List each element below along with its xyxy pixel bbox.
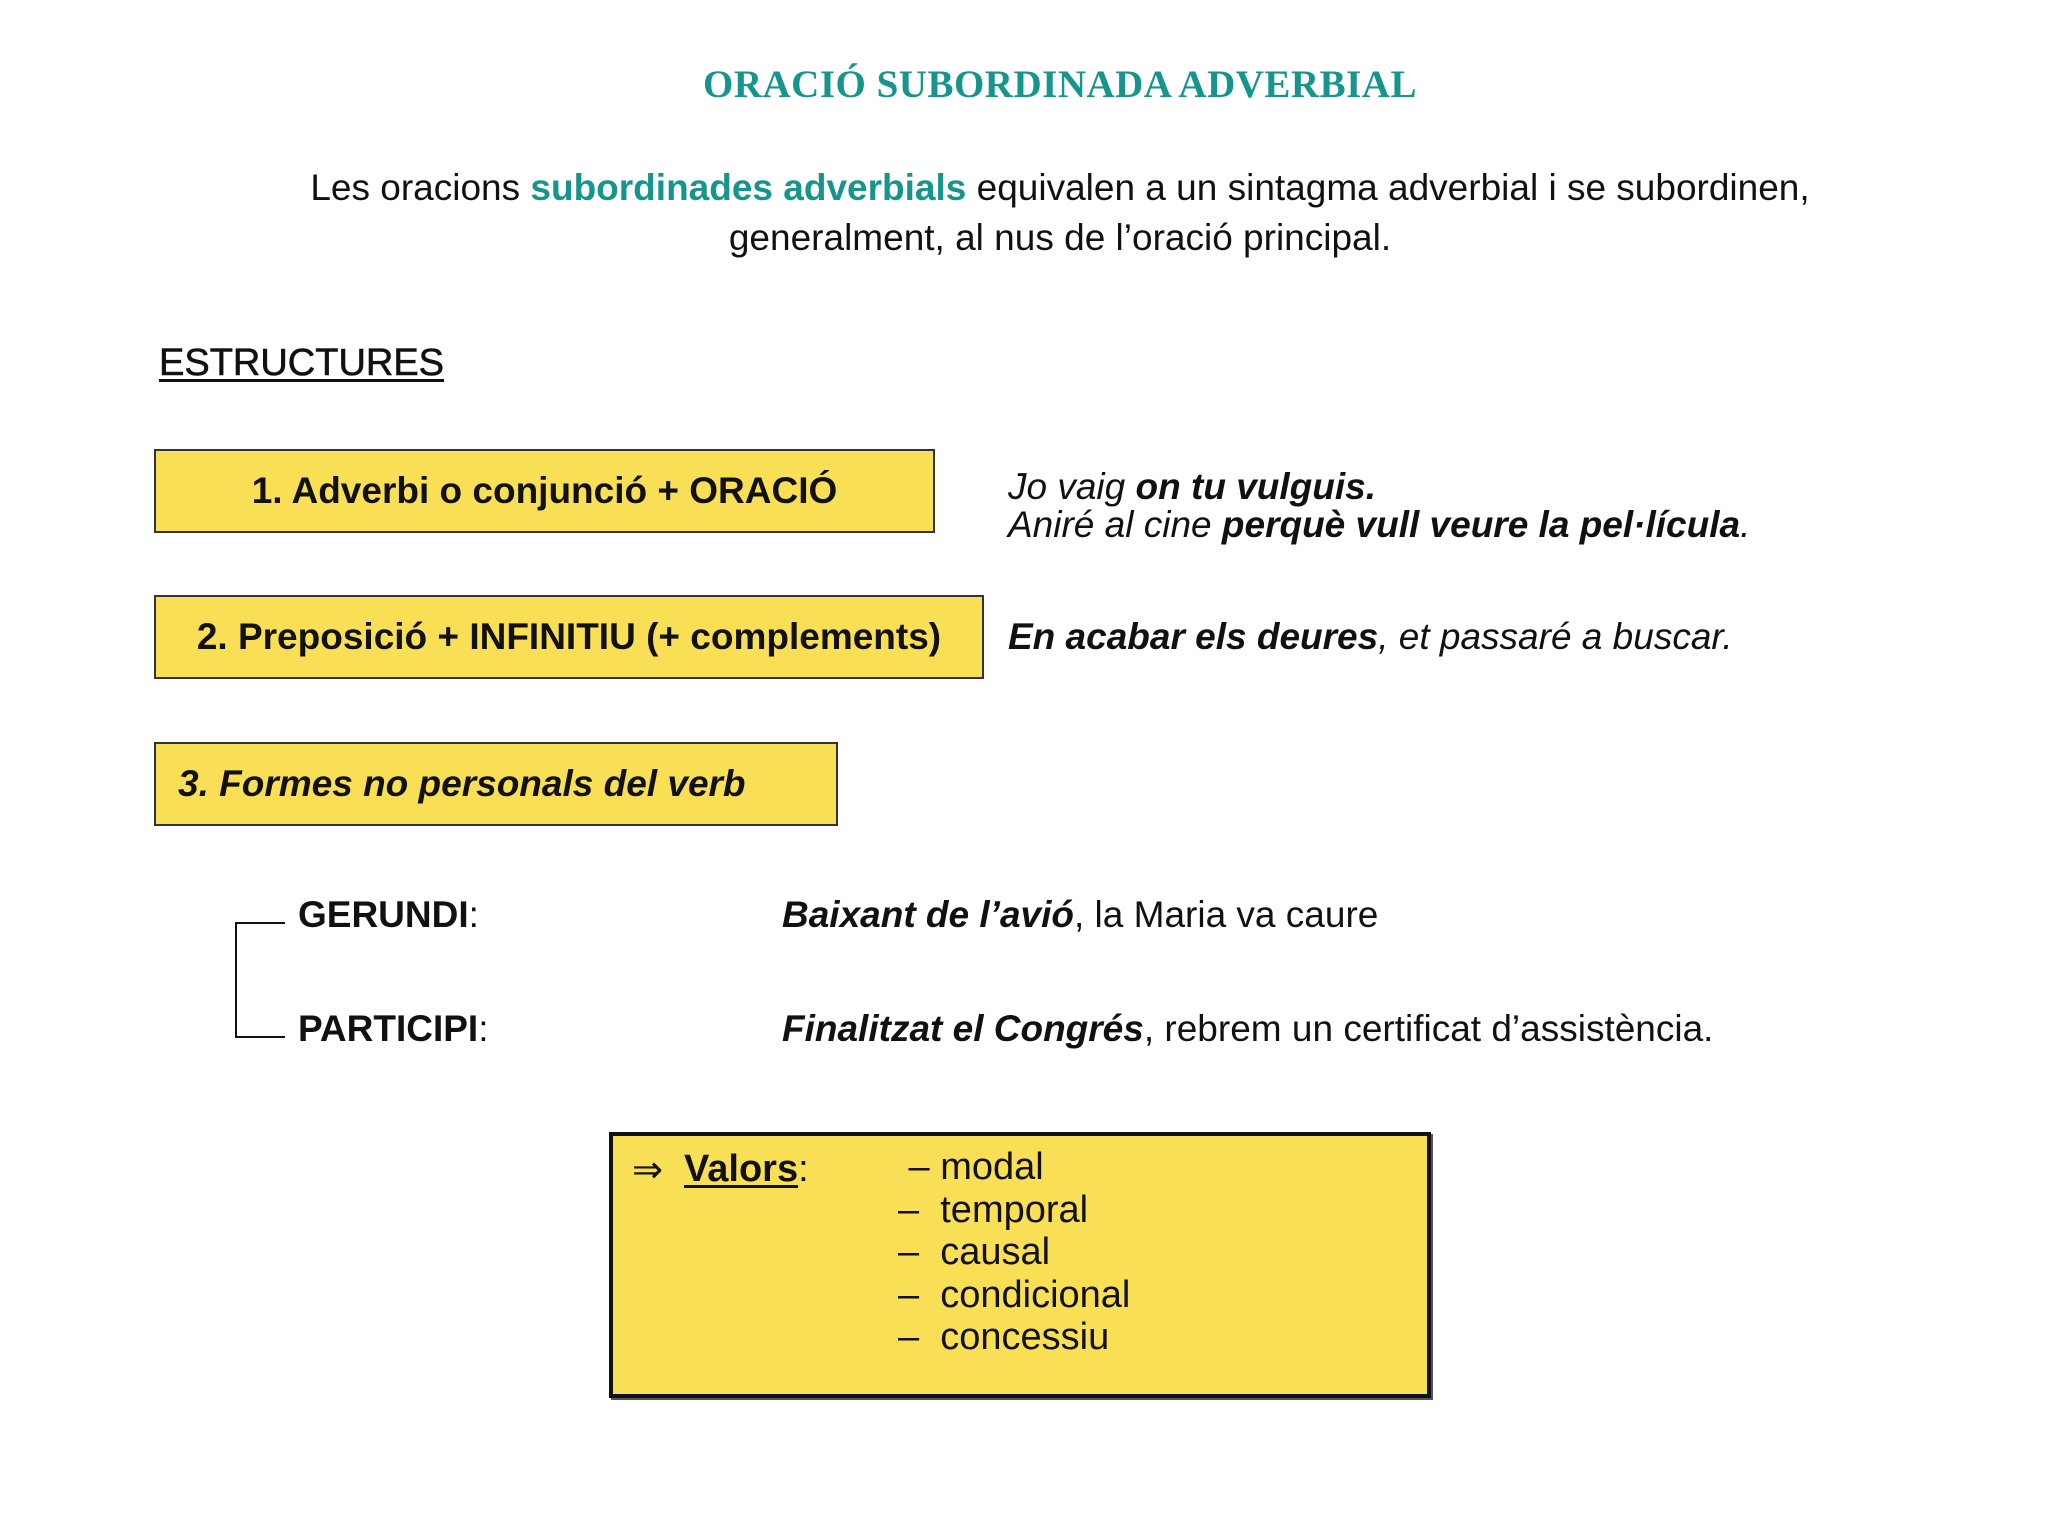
form-example-bold: Finalitzat el Congrés: [782, 1008, 1144, 1049]
example-line: [1008, 468, 1750, 506]
form-example-rest: , la Maria va caure: [1074, 894, 1379, 935]
example-bold: on tu vulguis.: [1135, 466, 1376, 507]
form-example-rest: , rebrem un certificat d’assistència.: [1143, 1008, 1714, 1049]
structure-label-2: 2. Preposició + INFINITIU (+ complements): [196, 616, 942, 657]
structure-example-2: [1008, 618, 1733, 656]
intro-text-end: equivalen a un sintagma adverbial i se subordinen,: [966, 167, 1810, 208]
form-label-colon: :: [478, 1008, 489, 1049]
page-title: ORACIÓ SUBORDINADA ADVERBIAL: [703, 63, 1417, 106]
structure-box-1: [154, 449, 935, 533]
bracket-connector: [235, 922, 285, 1038]
valors-label-text: Valors: [684, 1148, 799, 1190]
form-label-colon: :: [468, 894, 479, 935]
example-tail: .: [1740, 504, 1751, 545]
valors-list: [898, 1146, 1130, 1359]
section-heading: ESTRUCTURES: [159, 342, 445, 384]
form-example-bold: Baixant de l’avió: [782, 894, 1074, 935]
structure-box-3: [154, 742, 838, 826]
structure-label-3: 3. Formes no personals del verb: [178, 763, 746, 804]
form-example-participi: [782, 1008, 1713, 1050]
intro-text-start: Les oracions: [310, 167, 531, 208]
intro-paragraph: [200, 163, 1920, 263]
example-plain: Aniré al cine: [1008, 504, 1222, 545]
list-item: – concessiu: [898, 1316, 1110, 1358]
example-bold: En acabar els deures: [1008, 616, 1379, 657]
list-item: – temporal: [898, 1188, 1089, 1231]
structure-box-2: [154, 595, 984, 679]
valors-label-colon: :: [798, 1148, 809, 1190]
implies-arrow-icon: ⇒: [632, 1148, 664, 1191]
example-plain: Jo vaig: [1008, 466, 1136, 507]
intro-text-line2: generalment, al nus de l’oració principal.: [728, 217, 1392, 258]
structure-label-1: 1. Adverbi o conjunció + ORACIÓ: [251, 470, 838, 511]
valors-label: [684, 1148, 809, 1191]
list-item: – modal: [898, 1146, 1044, 1188]
example-line: [1008, 506, 1750, 544]
example-tail: , et passaré a buscar.: [1378, 616, 1733, 657]
form-label-gerundi: [298, 894, 479, 936]
intro-highlight: subordinades adverbials: [530, 167, 967, 208]
form-label-participi: [298, 1008, 489, 1050]
structure-example-1: [1008, 468, 1750, 544]
form-label-text: GERUNDI: [298, 894, 469, 935]
list-item: – causal: [898, 1231, 1051, 1273]
form-example-gerundi: [782, 894, 1378, 936]
list-item: – condicional: [898, 1273, 1131, 1316]
form-label-text: PARTICIPI: [298, 1008, 479, 1049]
example-bold: perquè vull veure la pel·lícula: [1221, 504, 1741, 545]
